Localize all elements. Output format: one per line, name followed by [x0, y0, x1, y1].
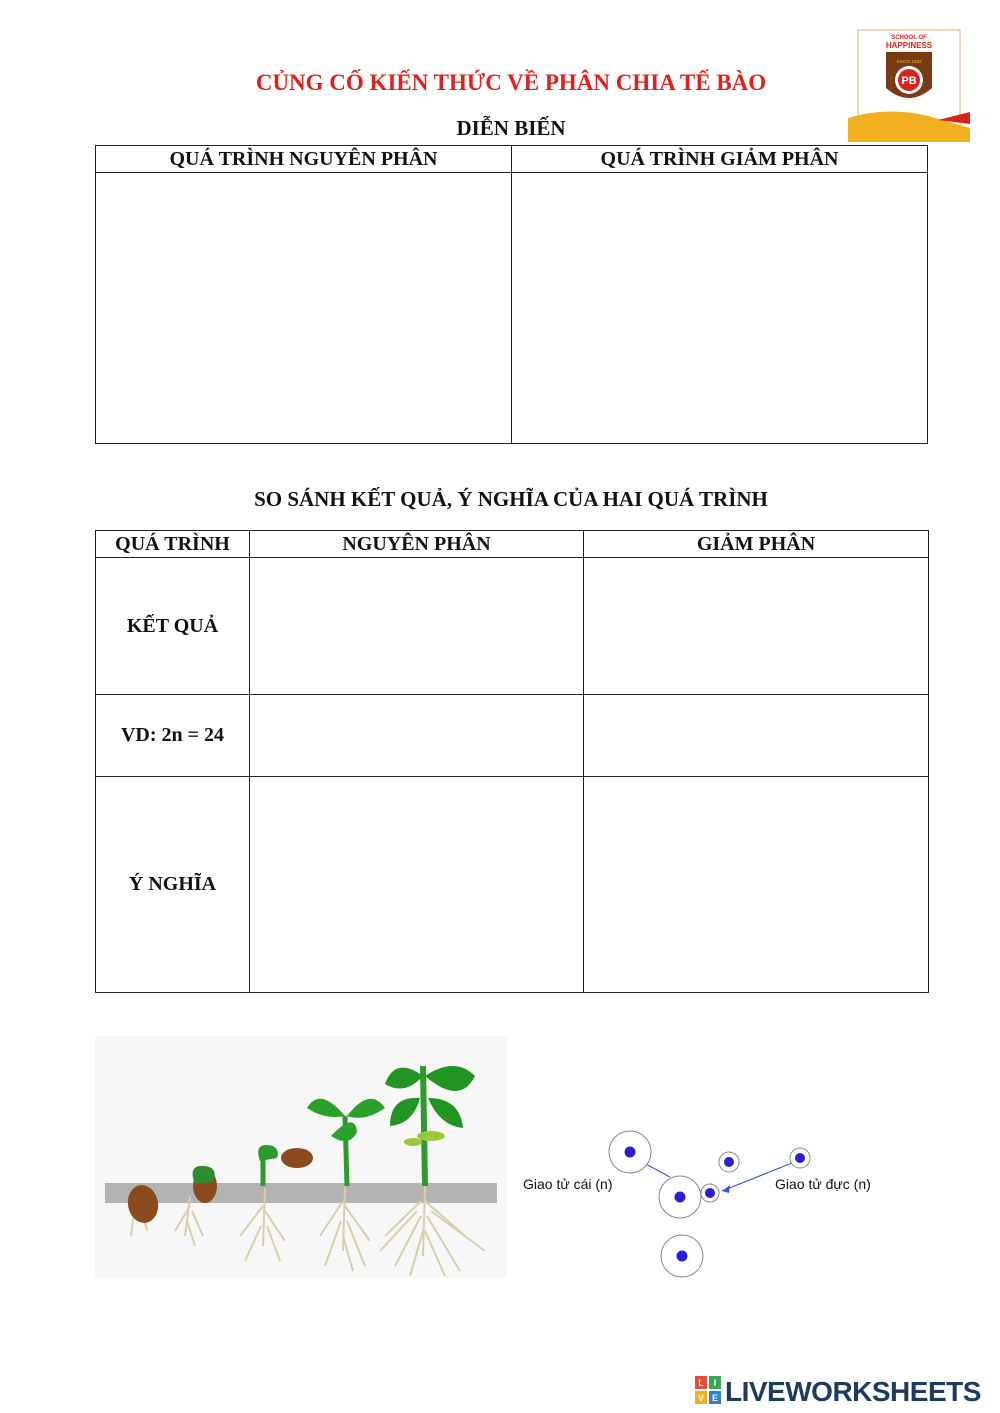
answer-cell-mitosis-progress[interactable]: [96, 173, 512, 444]
svg-text:E: E: [711, 1393, 719, 1403]
svg-text:L: L: [698, 1378, 704, 1388]
header-process: QUÁ TRÌNH: [96, 531, 250, 558]
section-heading-progress: DIỄN BIẾN: [456, 116, 566, 140]
row-label-result: KẾT QUẢ: [96, 558, 250, 695]
progress-table: [95, 145, 928, 444]
row-label-example: VD: 2n = 24: [96, 695, 250, 777]
header-meiosis: GIẢM PHÂN: [584, 531, 929, 558]
logo-since: SINCE 1993: [896, 59, 922, 64]
answer-cell-meiosis-example[interactable]: [584, 695, 929, 777]
seed-germination-illustration: [95, 1036, 507, 1278]
logo-text-happiness: HAPPINESS: [885, 41, 933, 50]
header-mitosis: NGUYÊN PHÂN: [250, 531, 584, 558]
label-female-gamete: Giao tử cái (n): [523, 1176, 613, 1192]
liveworksheets-logo-icon: [695, 1376, 723, 1406]
header-mitosis-process: QUÁ TRÌNH NGUYÊN PHÂN: [96, 146, 512, 173]
header-meiosis-process: QUÁ TRÌNH GIẢM PHÂN: [512, 146, 928, 173]
watermark-text: LIVEWORKSHEETS: [725, 1376, 981, 1407]
section-heading-comparison: SO SÁNH KẾT QUẢ, Ý NGHĨA CỦA HAI QUÁ TRÌNH: [254, 487, 768, 511]
gamete-fertilization-diagram: [512, 1115, 912, 1290]
answer-cell-meiosis-significance[interactable]: [584, 777, 929, 993]
row-label-significance: Ý NGHĨA: [96, 777, 250, 993]
answer-cell-mitosis-example[interactable]: [250, 695, 584, 777]
answer-cell-meiosis-progress[interactable]: [512, 173, 928, 444]
answer-cell-mitosis-significance[interactable]: [250, 777, 584, 993]
svg-text:PB: PB: [901, 75, 917, 87]
logo-text-school: SCHOOL OF: [891, 35, 927, 41]
answer-cell-meiosis-result[interactable]: [584, 558, 929, 695]
svg-text:V: V: [697, 1393, 705, 1403]
svg-text:I: I: [713, 1378, 717, 1388]
worksheet-title: CỦNG CỐ KIẾN THỨC VỀ PHÂN CHIA TẾ BÀO: [255, 70, 767, 95]
label-male-gamete: Giao tử đực (n): [775, 1176, 871, 1192]
answer-cell-mitosis-result[interactable]: [250, 558, 584, 695]
comparison-table: [95, 530, 929, 993]
